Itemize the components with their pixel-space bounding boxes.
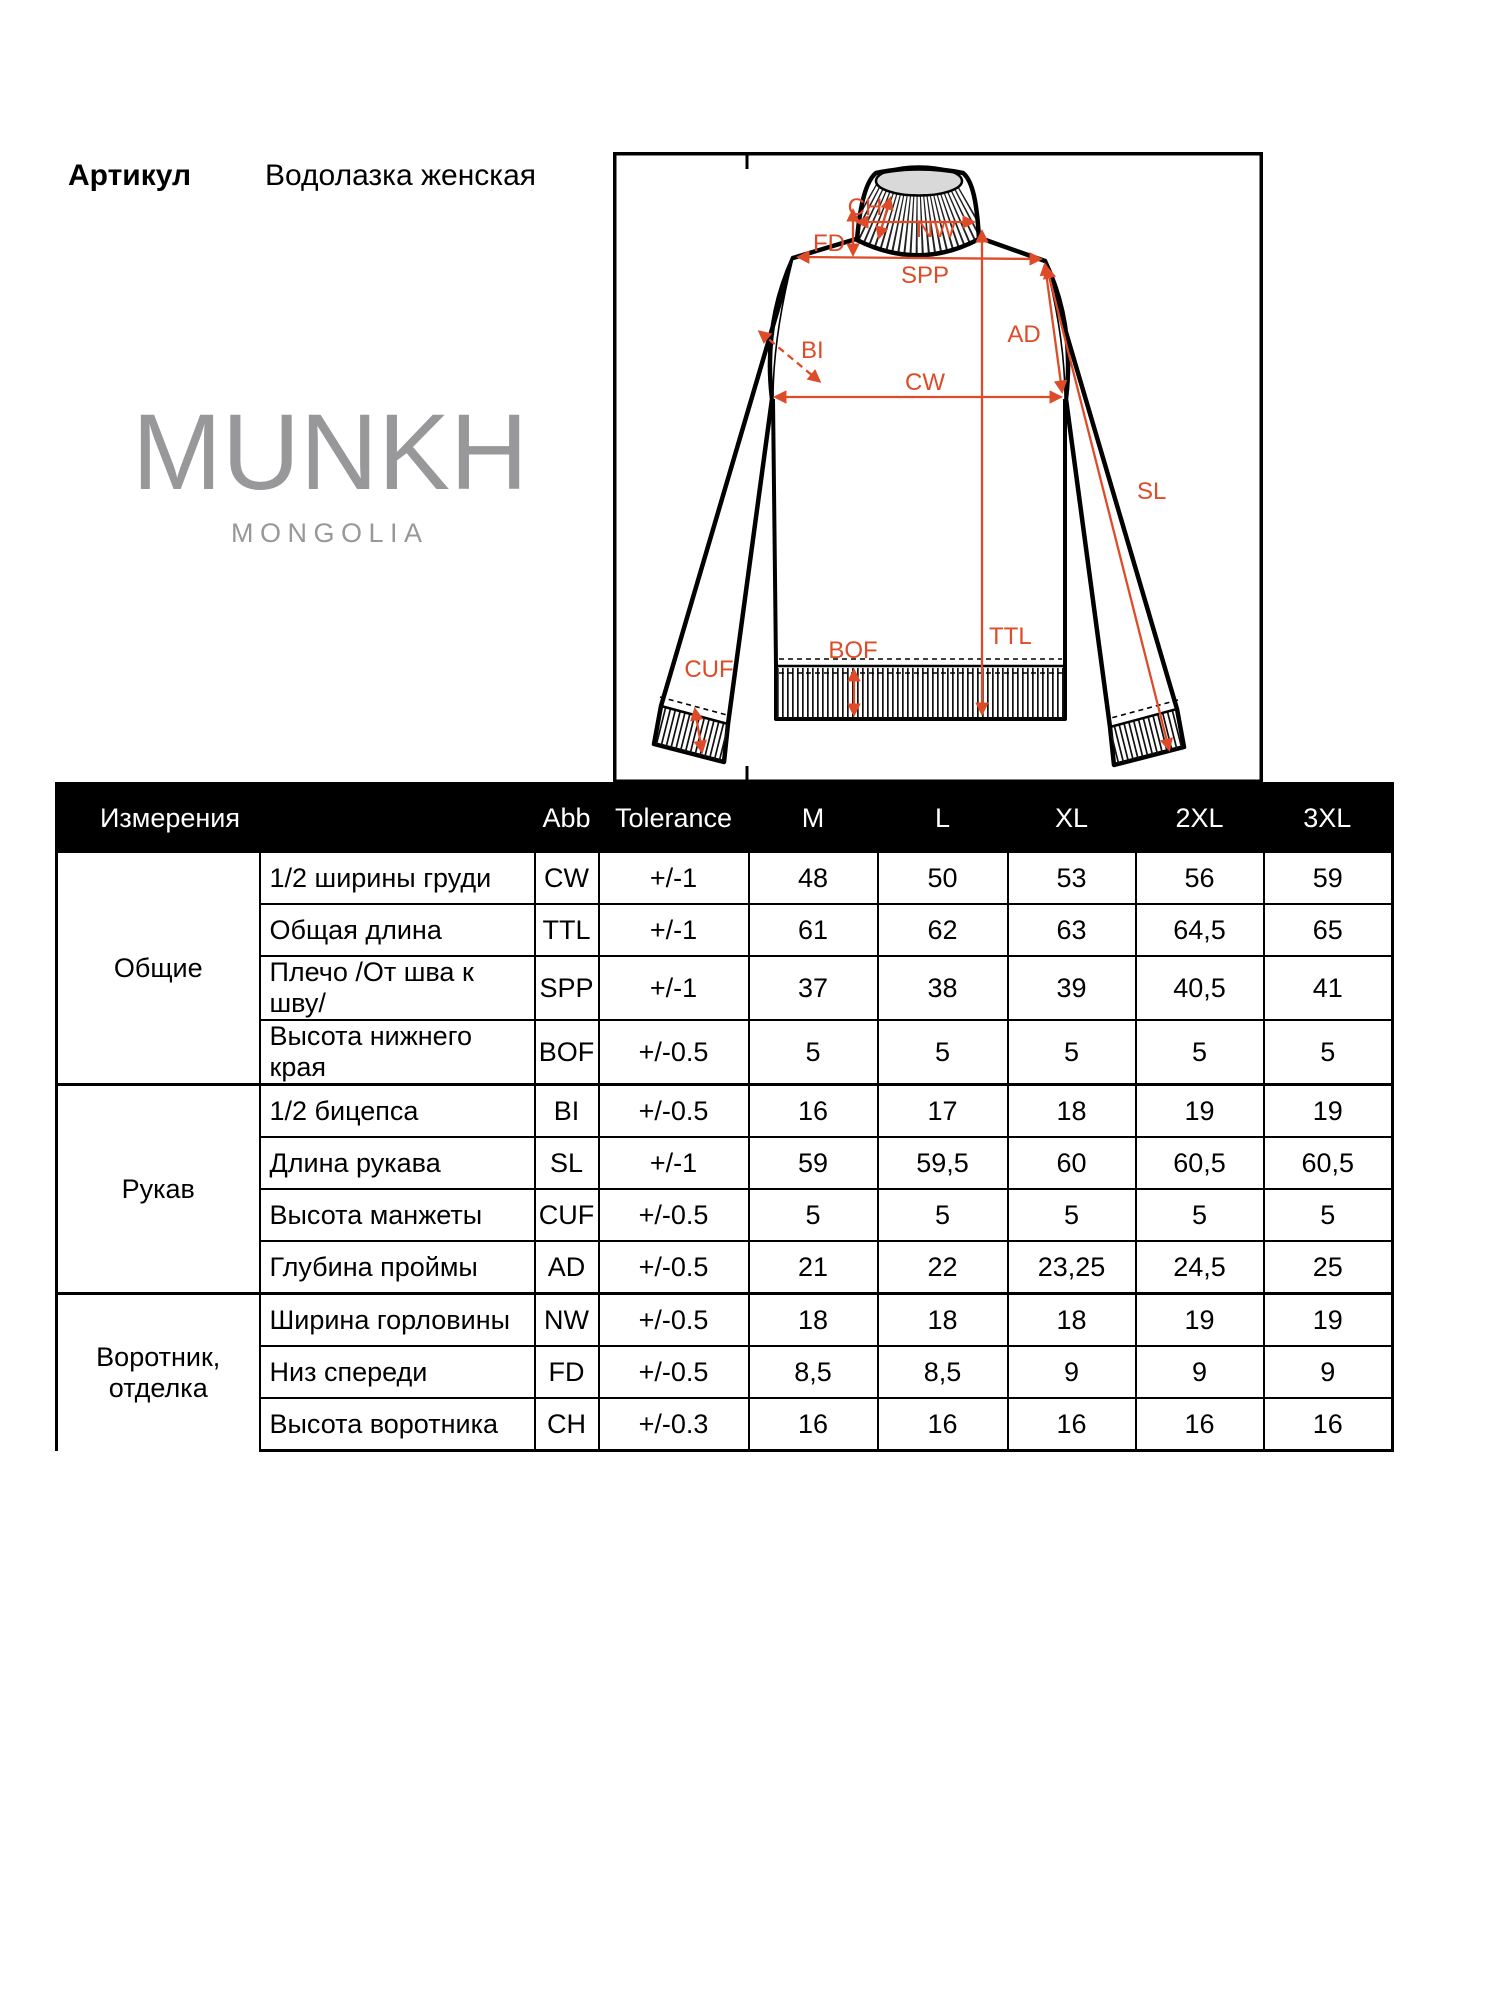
row-value: 5 <box>1264 1020 1393 1085</box>
row-value: 65 <box>1264 904 1393 956</box>
row-value: 59 <box>749 1137 878 1189</box>
header-tolerance: Tolerance <box>599 784 749 853</box>
row-value: 18 <box>878 1294 1008 1347</box>
header-size-3xl: 3XL <box>1264 784 1393 853</box>
row-tolerance: +/-0.3 <box>599 1398 749 1451</box>
row-abb: CW <box>535 852 599 904</box>
row-value: 61 <box>749 904 878 956</box>
row-abb: NW <box>535 1294 599 1347</box>
row-label: Высота манжеты <box>260 1189 535 1241</box>
row-abb: BI <box>535 1085 599 1138</box>
row-label: Плечо /От шва к шву/ <box>260 956 535 1020</box>
row-tolerance: +/-1 <box>599 904 749 956</box>
header-size-m: M <box>749 784 878 853</box>
row-value: 18 <box>1008 1294 1136 1347</box>
row-label: Низ спереди <box>260 1346 535 1398</box>
header-size-xl: XL <box>1008 784 1136 853</box>
group-cell-obschie: Общие <box>57 852 260 1085</box>
table-row <box>57 1085 1393 1138</box>
row-value: 5 <box>1136 1020 1264 1085</box>
spp-label: SPP <box>900 262 950 289</box>
row-value: 19 <box>1136 1085 1264 1138</box>
row-tolerance: +/-0.5 <box>599 1346 749 1398</box>
row-value: 50 <box>878 852 1008 904</box>
row-abb: CUF <box>535 1189 599 1241</box>
row-value: 19 <box>1264 1085 1393 1138</box>
brand-subtitle: MONGOLIA <box>231 518 429 548</box>
row-label: Общая длина <box>260 904 535 956</box>
garment-measurement-diagram <box>613 152 1263 783</box>
row-tolerance: +/-1 <box>599 956 749 1020</box>
row-value: 38 <box>878 956 1008 1020</box>
row-value: 60 <box>1008 1137 1136 1189</box>
row-tolerance: +/-0.5 <box>599 1241 749 1294</box>
row-abb: FD <box>535 1346 599 1398</box>
table-header-row <box>57 784 1393 853</box>
row-abb: BOF <box>535 1020 599 1085</box>
row-value: 5 <box>1008 1020 1136 1085</box>
row-value: 16 <box>749 1398 878 1451</box>
row-value: 18 <box>1008 1085 1136 1138</box>
row-abb: AD <box>535 1241 599 1294</box>
row-tolerance: +/-1 <box>599 852 749 904</box>
article-label: Артикул <box>68 159 192 192</box>
row-value: 9 <box>1264 1346 1393 1398</box>
row-value: 17 <box>878 1085 1008 1138</box>
row-label: 1/2 бицепса <box>260 1085 535 1138</box>
nw-label: NW <box>916 216 956 243</box>
row-value: 62 <box>878 904 1008 956</box>
row-value: 23,25 <box>1008 1241 1136 1294</box>
row-value: 16 <box>749 1085 878 1138</box>
row-tolerance: +/-0.5 <box>599 1294 749 1347</box>
table-row <box>57 852 1393 904</box>
row-value: 24,5 <box>1136 1241 1264 1294</box>
row-label: Глубина проймы <box>260 1241 535 1294</box>
row-value: 63 <box>1008 904 1136 956</box>
row-tolerance: +/-0.5 <box>599 1020 749 1085</box>
row-value: 25 <box>1264 1241 1393 1294</box>
row-value: 16 <box>1264 1398 1393 1451</box>
row-value: 16 <box>1136 1398 1264 1451</box>
row-value: 48 <box>749 852 878 904</box>
row-value: 21 <box>749 1241 878 1294</box>
size-table <box>55 782 1394 1452</box>
row-value: 18 <box>749 1294 878 1347</box>
row-abb: SPP <box>535 956 599 1020</box>
header-abb: Abb <box>535 784 599 853</box>
row-tolerance: +/-0.5 <box>599 1085 749 1138</box>
article-value: Водолазка женская <box>265 159 537 192</box>
row-value: 5 <box>878 1189 1008 1241</box>
row-value: 5 <box>878 1020 1008 1085</box>
row-value: 5 <box>1136 1189 1264 1241</box>
row-value: 5 <box>749 1020 878 1085</box>
row-value: 39 <box>1008 956 1136 1020</box>
table-row <box>57 1294 1393 1347</box>
ttl-label: TTL <box>989 623 1032 650</box>
bof-label: BOF <box>828 637 878 664</box>
brand-logo: MUNKH <box>132 391 528 512</box>
row-value: 19 <box>1264 1294 1393 1347</box>
row-label: Высота воротника <box>260 1398 535 1451</box>
row-value: 22 <box>878 1241 1008 1294</box>
row-tolerance: +/-1 <box>599 1137 749 1189</box>
ch-label: CH <box>847 194 883 221</box>
cw-label: CW <box>905 369 945 396</box>
group-cell-rukav: Рукав <box>57 1085 260 1294</box>
row-value: 9 <box>1008 1346 1136 1398</box>
row-label: Ширина горловины <box>260 1294 535 1347</box>
row-value: 37 <box>749 956 878 1020</box>
header-size-l: L <box>878 784 1008 853</box>
row-label: 1/2 ширины груди <box>260 852 535 904</box>
row-value: 41 <box>1264 956 1393 1020</box>
row-tolerance: +/-0.5 <box>599 1189 749 1241</box>
row-abb: CH <box>535 1398 599 1451</box>
row-value: 56 <box>1136 852 1264 904</box>
header-measure: Измерения <box>57 784 535 853</box>
row-value: 5 <box>1264 1189 1393 1241</box>
sl-label: SL <box>1137 478 1167 505</box>
row-value: 8,5 <box>749 1346 878 1398</box>
row-value: 64,5 <box>1136 904 1264 956</box>
fd-label: FD <box>813 230 845 257</box>
row-value: 16 <box>878 1398 1008 1451</box>
row-abb: SL <box>535 1137 599 1189</box>
bi-label: BI <box>801 337 824 364</box>
row-label: Высота нижнего края <box>260 1020 535 1085</box>
row-value: 59,5 <box>878 1137 1008 1189</box>
ad-label: AD <box>1007 321 1041 348</box>
cuf-label: CUF <box>684 656 734 683</box>
row-value: 53 <box>1008 852 1136 904</box>
row-value: 9 <box>1136 1346 1264 1398</box>
header-size-2xl: 2XL <box>1136 784 1264 853</box>
row-value: 5 <box>749 1189 878 1241</box>
row-abb: TTL <box>535 904 599 956</box>
row-label: Длина рукава <box>260 1137 535 1189</box>
row-value: 8,5 <box>878 1346 1008 1398</box>
row-value: 16 <box>1008 1398 1136 1451</box>
row-value: 60,5 <box>1136 1137 1264 1189</box>
row-value: 40,5 <box>1136 956 1264 1020</box>
group-cell-vorotnik: Воротник, отделка <box>57 1294 260 1451</box>
row-value: 19 <box>1136 1294 1264 1347</box>
row-value: 59 <box>1264 852 1393 904</box>
row-value: 5 <box>1008 1189 1136 1241</box>
row-value: 60,5 <box>1264 1137 1393 1189</box>
